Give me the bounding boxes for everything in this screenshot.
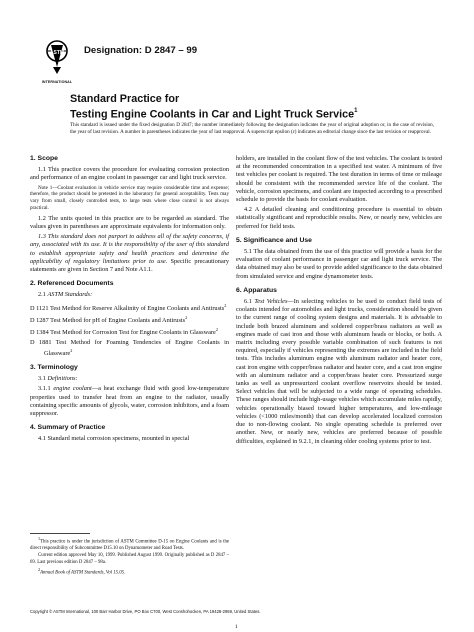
reference-item: D 1287 Test Method for pH of Engine Coolants and Antirusts$^2$ xyxy=(30,314,188,325)
astm-logo-icon xyxy=(44,40,70,76)
footnote-rule xyxy=(30,533,90,534)
copyright: Copyright © ASTM International, 100 Barr Harbor Drive, PO Box C700, West Conshohocken, PA 19428-2959, United States. xyxy=(30,609,261,614)
paragraph-4-2: 4.2 A detailed cleaning and conditioning procedure is essential to obtain statistically significant and reproducible results. New, or nearly new, vehicles are preferred for field tests. xyxy=(236,206,442,230)
title-line-2: Testing Engine Coolants in Car and Light Truck Service$^1$ xyxy=(70,108,358,121)
svg-text:ASTM: ASTM xyxy=(49,50,65,56)
section-5-heading: 5. Significance and Use xyxy=(236,236,312,244)
standard-note: This standard is issued under the fixed designation D 2847; the number immediately following the designation indicates the year of original adoption or, in the case of revision, the year of last revision. A number in parentheses indicates the year of last reapproval. A superscript epsilon (ε) indicates an editorial change since the last revision or reapproval. xyxy=(70,122,434,136)
reference-item: D 1881 Test Method for Foaming Tendencies of Engine Coolants in Glassware$^2$ xyxy=(30,338,230,357)
footnote-1: $^1$This practice is under the jurisdiction of ASTM Committee D-15 on Engine Coolants and is the direct responsibility of Subcommittee D15.10 on Dynamometer and Road Tests. xyxy=(30,536,229,551)
paragraph-1-3: 1.3 This standard does not purport to address all of the safety concerns, if any, associated with its use. It is the responsibility of the user of this standard to establish appropriate safety and health practices and determine the applicability of regulatory limitations prior to use. Specific precautionary statements are given in Section 7 and Note A1.1. xyxy=(30,233,229,274)
page-number: 1 xyxy=(235,624,238,630)
section-4-heading: 4. Summary of Practice xyxy=(30,424,106,432)
note-1: Note 1—Coolant evaluation in vehicle service may require considerable time and expense; therefore, the product should be pretested in the laboratory for general acceptability. Tests may vary from small, closely controlled tests, to large tests where close control is not always practical. xyxy=(30,184,229,211)
paragraph-1-1: 1.1 This practice covers the procedure for evaluating corrosion protection and performance of an engine coolant in passenger car and light truck service. xyxy=(30,166,229,182)
footnotes xyxy=(30,536,229,578)
reference-item: D 1121 Test Method for Reserve Alkalinity of Engine Coolants and Antirusts$^2$ xyxy=(30,302,227,312)
section-1-heading: 1. Scope xyxy=(30,155,58,162)
title-footnote-mark: 1 xyxy=(354,108,358,114)
section-2-heading: 2. Referenced Documents xyxy=(30,280,114,288)
section-3-heading: 3. Terminology xyxy=(30,364,78,372)
document-title xyxy=(70,93,460,122)
paragraph-4-1: 4.1 Standard metal corrosion specimens, mounted in special xyxy=(38,435,190,443)
logo-caption: INTERNATIONAL xyxy=(41,80,73,84)
paragraph-6-1: 6.1 Test Vehicles—In selecting vehicles to be used to conduct field tests of coolants intended for automobiles and light trucks, consideration should be given to the current range of cooling system designs and materials. It is advisable to include both brazed aluminum and soldered copper/brass radiators as well as engines made of cast iron and those with aluminum heads or blocks, or both. A matrix including every possible variable combination of such features is not required, especially if vehicles representing the extremes are included in the field tests. This includes aluminum engine with aluminum radiator and heater core, cast iron engine with copper/brass radiator and heater core, and a cast iron engine with an aluminum radiator and a copper/brass heater core. Pressurized surge tanks as well as unpressurized coolant overflow reservoirs should be tested. Select vehicles that will be subjected to a wide range of operating schedules. These ranges should include high-usage vehicles which accumulate miles rapidly, vehicles operationally biased toward higher temperatures, and low-mileage vehicles (<1000 miles/month) that can develop accelerated localized corrosion due to non-flowing coolant. No single operating schedule is preferred over another. New, or nearly new, vehicles are preferred because of possible difficulties, explained in 9.2.1, in cleaning older cooling systems prior to test. xyxy=(236,298,442,445)
designation: Designation: D 2847 – 99 xyxy=(84,45,198,56)
paragraph-4-1-continued: holders, are installed in the coolant flow of the test vehicles. The coolant is tested at the recommended concentration in a specified test water. A minimum of five test vehicles per coolant is required. The test duration in terms of time or mileage should be consistent with the recommended service life of the coolant. The vehicle, corrosion specimens, and coolant are inspected according to a prescribed schedule to provide the basis for coolant evaluation. xyxy=(236,155,442,204)
title-line-1: Standard Practice for xyxy=(70,93,180,105)
paragraph-2-1: 2.1 ASTM Standards: xyxy=(38,291,93,299)
right-column xyxy=(236,155,442,448)
footnote-2: $^2$Annual Book of ASTM Standards, Vol 15.05. xyxy=(38,567,126,576)
paragraph-5-1: 5.1 The data obtained from the use of this practice will provide a basis for the evaluation of coolant performance in passenger car and light truck service. The data obtained may also be used to provide added significance to the data obtained from simulated service and engine dynamometer tests. xyxy=(236,248,442,280)
section-6-heading: 6. Apparatus xyxy=(236,286,277,294)
reference-item: D 1384 Test Method for Corrosion Test for Engine Coolants in Glassware$^2$ xyxy=(30,327,218,337)
paragraph-3-1-1: 3.1.1 engine coolant—a heat exchange fluid with good low-temperature properties used to transfer heat from an engine to the radiator, usually containing specific amounts of glycols, water, corrosion inhibitors, and a foam suppressor. xyxy=(30,385,229,418)
paragraph-3-1: 3.1 Definitions: xyxy=(38,375,78,383)
footnote-1-continued: Current edition approved May 10, 1999. Published August 1999. Originally published as D 2847 – 69. Last previous edition D 2847 – 98a. xyxy=(30,553,229,565)
paragraph-1-2: 1.2 The units quoted in this practice are to be regarded as standard. The values given in parentheses are approximate equivalents for information only. xyxy=(30,214,229,230)
left-column xyxy=(30,155,229,446)
